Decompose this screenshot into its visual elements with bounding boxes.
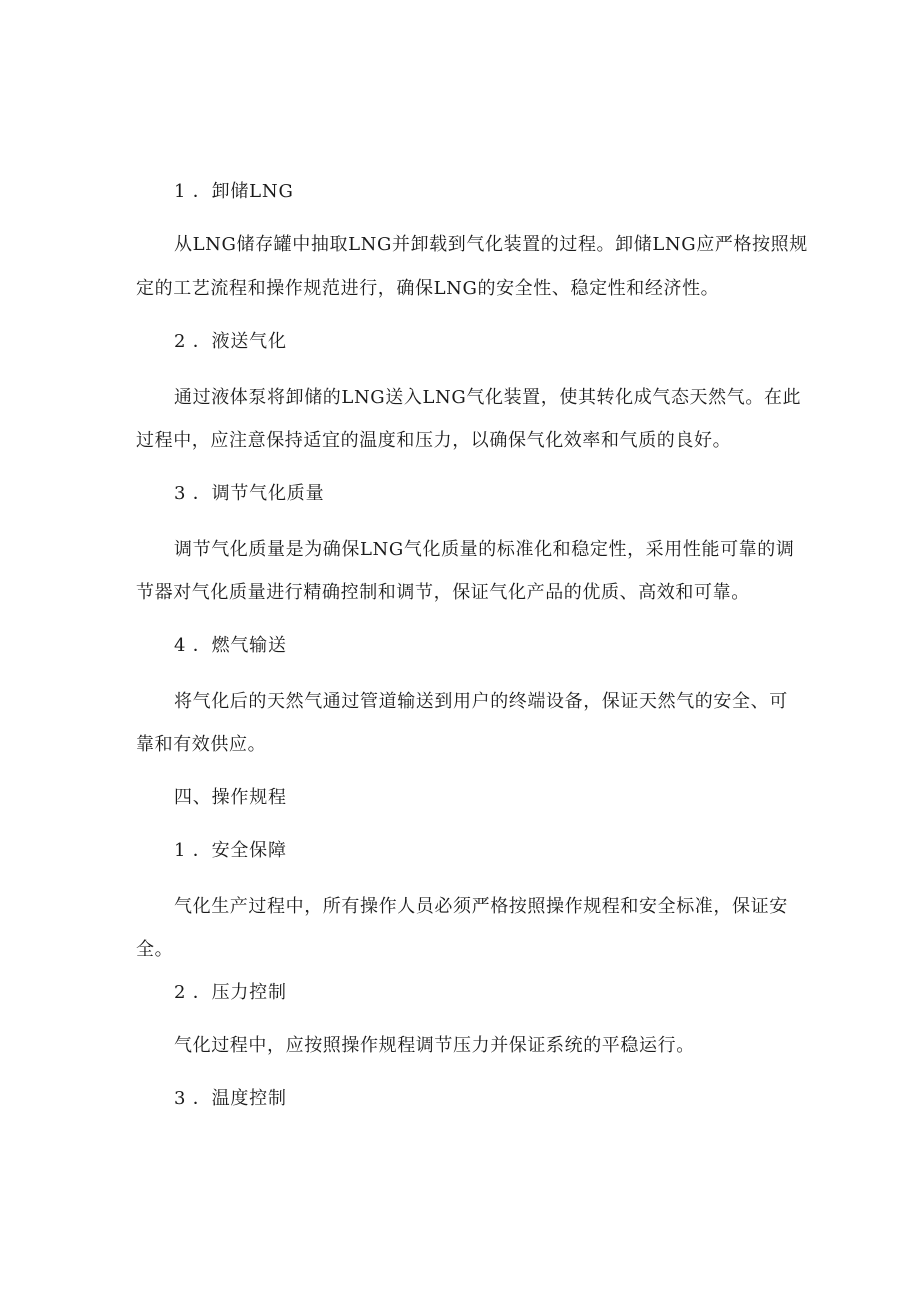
section-heading-safety: 1 ．安全保障 [174, 840, 287, 861]
paragraph-line: 节器对气化质量进行精确控制和调节，保证气化产品的优质、高效和可靠。 [136, 582, 750, 603]
section-heading-temperature-control: 3 ．温度控制 [174, 1088, 287, 1109]
paragraph-line: 调节气化质量是为确保LNG气化质量的标准化和稳定性，采用性能可靠的调 [174, 539, 795, 560]
paragraph-line: 定的工艺流程和操作规范进行，确保LNG的安全性、稳定性和经济性。 [136, 278, 720, 299]
section-heading-liquid-gasification: 2 ．液送气化 [174, 331, 287, 352]
paragraph-line: 过程中，应注意保持适宜的温度和压力，以确保气化效率和气质的良好。 [136, 430, 732, 451]
paragraph-line: 气化生产过程中，所有操作人员必须严格按照操作规程和安全标准，保证安 [174, 896, 788, 917]
paragraph-line: 靠和有效供应。 [136, 734, 267, 755]
paragraph-line: 从LNG储存罐中抽取LNG并卸载到气化装置的过程。卸储LNG应严格按照规 [174, 234, 808, 255]
section-heading-gas-transport: 4 ．燃气输送 [174, 635, 287, 656]
section-heading-gas-quality: 3 ．调节气化质量 [174, 483, 325, 504]
paragraph-line: 气化过程中，应按照操作规程调节压力并保证系统的平稳运行。 [174, 1035, 695, 1056]
chapter-heading-operating-procedures: 四、操作规程 [174, 787, 287, 808]
paragraph-line: 通过液体泵将卸储的LNG送入LNG气化装置，使其转化成气态天然气。在此 [174, 387, 802, 408]
paragraph-line: 全。 [136, 939, 174, 960]
section-heading-unloading-lng: 1 ．卸储LNG [174, 181, 294, 202]
paragraph-line: 将气化后的天然气通过管道输送到用户的终端设备，保证天然气的安全、可 [174, 691, 788, 712]
section-heading-pressure-control: 2 ．压力控制 [174, 982, 287, 1003]
